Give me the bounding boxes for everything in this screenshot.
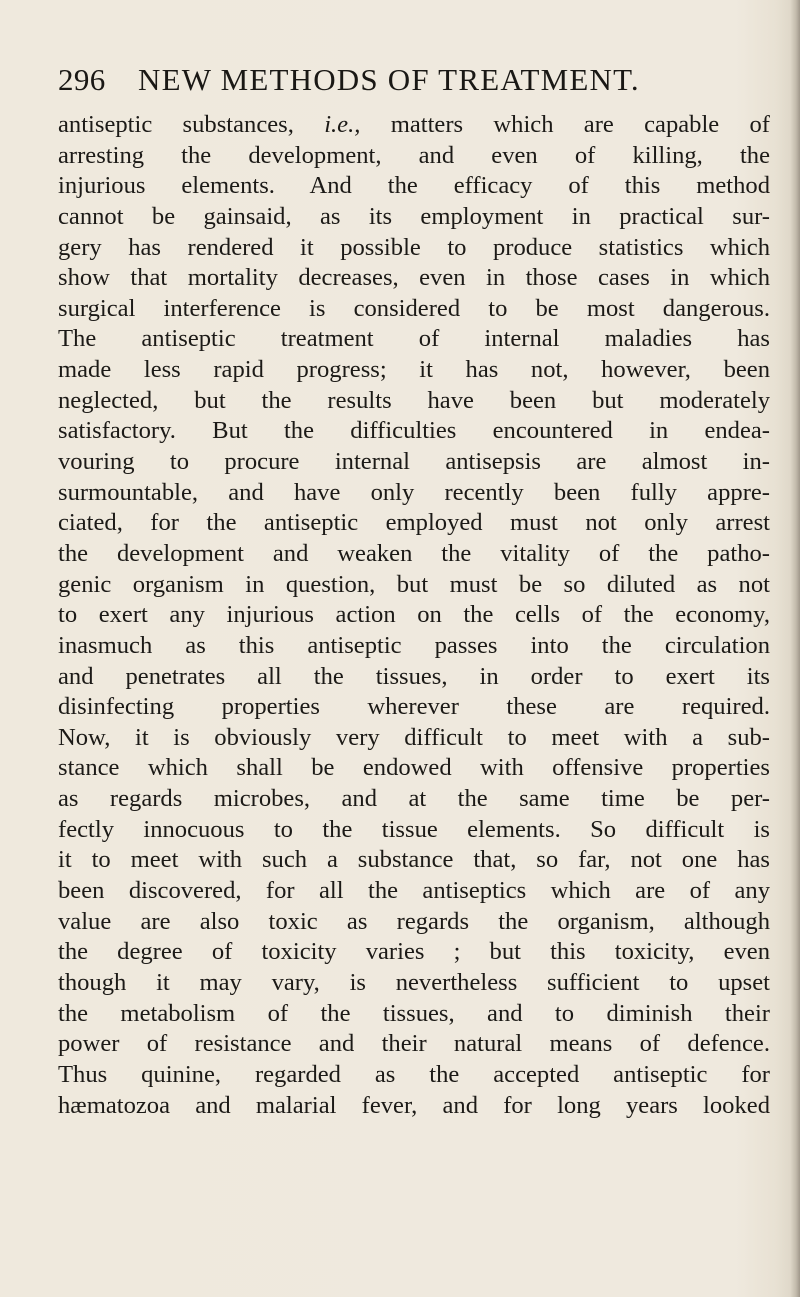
text-line: value are also toxic as regards the organism, although <box>58 907 770 935</box>
text-line: arresting the development, and even of killing, the <box>58 141 770 169</box>
text-line: gery has rendered it possible to produce statistics which <box>58 233 770 261</box>
text-line: stance which shall be endowed with offensive properties <box>58 754 770 782</box>
text-line: vouring to procure internal antisepsis are almost in- <box>58 448 770 476</box>
text-line: antiseptic substances, i.e., matters which are capable of <box>58 111 770 138</box>
text-line: been discovered, for all the antiseptics which are of any <box>58 877 770 905</box>
text-line: hæmatozoa and malarial fever, and for long years looked <box>58 1091 770 1119</box>
body-text <box>58 110 770 1121</box>
text-line: Now, it is obviously very difficult to meet with a sub- <box>58 723 770 751</box>
text-line: as regards microbes, and at the same time be per- <box>58 785 770 813</box>
text-line: made less rapid progress; it has not, however, been <box>58 356 770 384</box>
text-line: inasmuch as this antiseptic passes into the circulation <box>58 631 770 659</box>
text-line: the development and weaken the vitality of the patho- <box>58 539 770 567</box>
text-line: and penetrates all the tissues, in order to exert its <box>58 662 770 690</box>
text-line: the metabolism of the tissues, and to diminish their <box>58 999 770 1027</box>
italic-abbreviation: i.e., <box>324 111 361 138</box>
text-line: satisfactory. But the difficulties encountered in endea- <box>58 417 770 445</box>
page-number: 296 <box>58 62 106 97</box>
running-title: NEW METHODS OF TREATMENT. <box>138 62 640 97</box>
text-line: surmountable, and have only recently been fully appre- <box>58 478 770 506</box>
text-line: injurious elements. And the efficacy of this method <box>58 172 770 200</box>
text-line: the degree of toxicity varies ; but this toxicity, even <box>58 938 770 966</box>
text-line: power of resistance and their natural means of defence. <box>58 1030 770 1058</box>
text-line: ciated, for the antiseptic employed must not only arrest <box>58 509 770 537</box>
text-line: genic organism in question, but must be so diluted as not <box>58 570 770 598</box>
text-line: neglected, but the results have been but moderately <box>58 386 770 414</box>
page-edge-shadow <box>790 0 800 1297</box>
text-line: Thus quinine, regarded as the accepted antiseptic for <box>58 1060 770 1088</box>
text-line: show that mortality decreases, even in those cases in which <box>58 264 770 292</box>
running-head <box>58 62 748 102</box>
text-line: to exert any injurious action on the cells of the economy, <box>58 601 770 629</box>
text-line: cannot be gainsaid, as its employment in practical sur- <box>58 202 770 230</box>
text-line: it to meet with such a substance that, so far, not one has <box>58 846 770 874</box>
text-line: fectly innocuous to the tissue elements. So difficult is <box>58 815 770 843</box>
text-line: The antiseptic treatment of internal maladies has <box>58 325 770 353</box>
text-line: surgical interference is considered to be most dangerous. <box>58 294 770 322</box>
text-line: disinfecting properties wherever these are required. <box>58 693 770 721</box>
text-line: though it may vary, is nevertheless sufficient to upset <box>58 968 770 996</box>
